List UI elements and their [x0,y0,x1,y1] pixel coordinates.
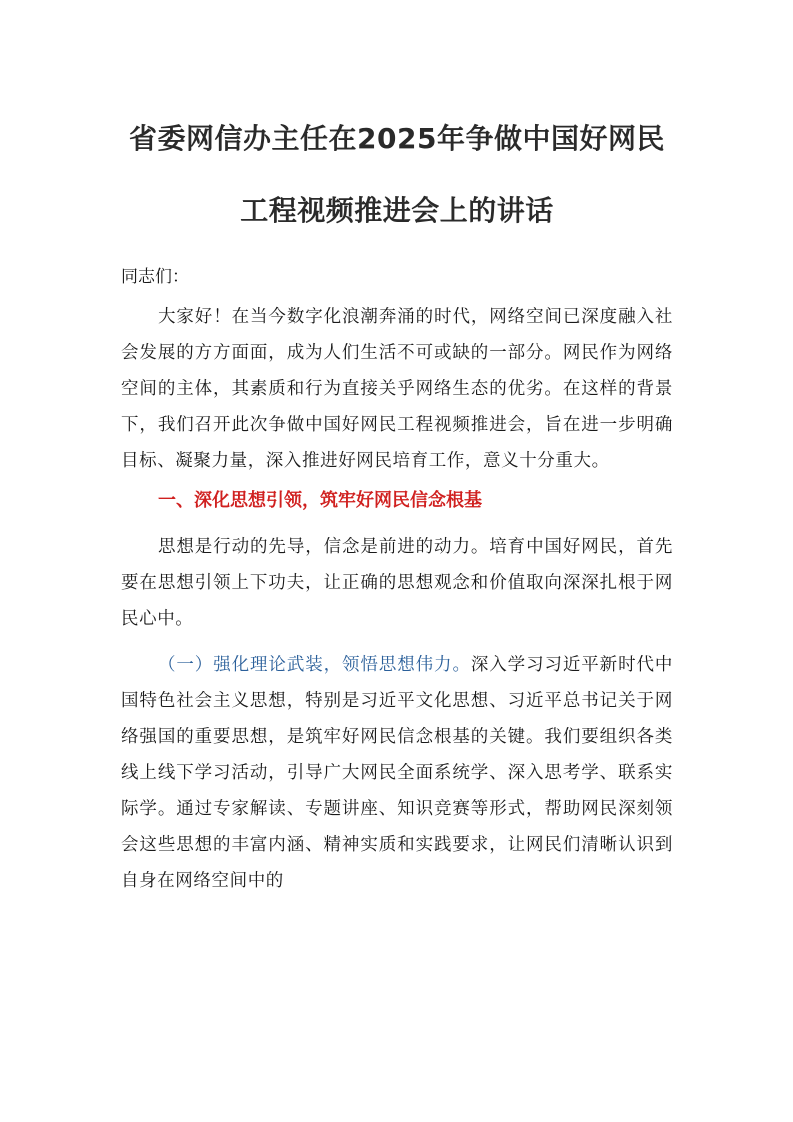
title-line-1: 省委网信办主任在2025年争做中国好网民 [129,122,665,155]
subsection-1-paragraph [121,647,673,899]
salutation: 同志们： [121,267,189,287]
subsection-1-heading: （一）强化理论武装，领悟思想伟力。 [158,655,471,675]
section-1-paragraph: 思想是行动的先导，信念是前进的动力。培育中国好网民，首先要在思想引领上下功夫，让正确的思想观念和价值取向深深扎根于网民心中。 [121,537,673,629]
document-title [121,120,673,230]
section-1-heading: 一、深化思想引领，筑牢好网民信念根基 [158,490,482,511]
intro-paragraph: 大家好！在当今数字化浪潮奔涌的时代，网络空间已深度融入社会发展的方方面面，成为人们生活不可或缺的一部分。网民作为网络空间的主体，其素质和行为直接关乎网络生态的优劣。在这样的背景下，我们召开此次争做中国好网民工程视频推进会，旨在进一步明确目标、凝聚力量，深入推进好网民培育工作，意义十分重大。 [121,307,673,471]
title-line-2: 工程视频推进会上的讲话 [240,194,554,227]
subsection-1-body: 深入学习习近平新时代中国特色社会主义思想，特别是习近平文化思想、习近平总书记关于网络强国的重要思想，是筑牢好网民信念根基的关键。我们要组织各类线上线下学习活动，引导广大网民全面系统学、深入思考学、联系实际学。通过专家解读、专题讲座、知识竞赛等形式，帮助网民深刻领会这些思想的丰富内涵、精神实质和实践要求，让网民们清晰认识到自身在网络空间中的 [121,655,673,891]
document-page [121,120,673,899]
